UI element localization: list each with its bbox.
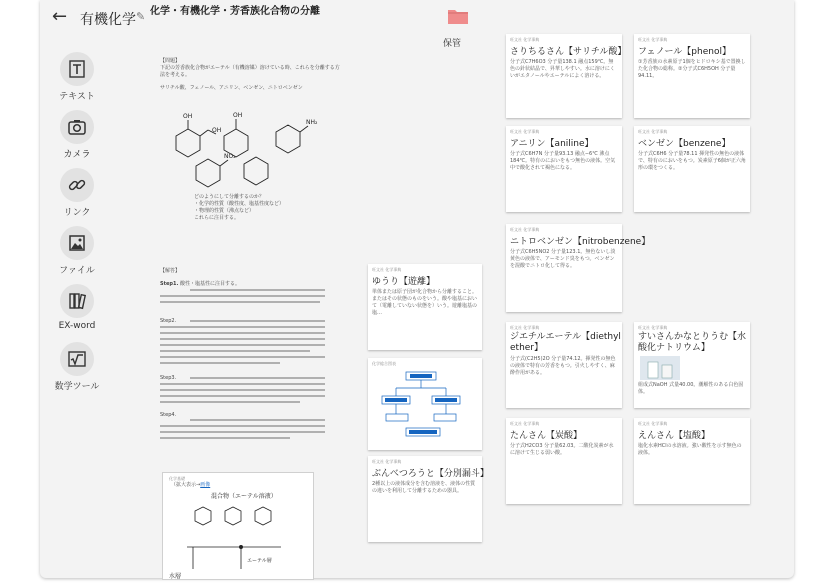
- camera-icon: [60, 110, 94, 144]
- dict-card-body: 分子式C6H5NO2 分子量123.1。無色ないし淡黄色の液体で、アーモンド臭をもつ。ベンゼンを混酸でニトロ化して得る。: [510, 249, 616, 269]
- ex-word-label: EX-word: [58, 321, 96, 331]
- dict-card-source: 旺文社 化学事典: [510, 129, 540, 134]
- dict-card-title: たんさん【炭酸】: [510, 431, 583, 441]
- dict-card-nitrobenzene[interactable]: [506, 224, 651, 312]
- dict-card-body: 分子式(C2H5)2O 分子量74.12。揮発性の無色の液体で特有の芳香をもつ。引火しやすく、麻酔作用がある。: [510, 356, 616, 376]
- dict-card-title: ジエチルエーテル【diethyl ether】: [510, 332, 621, 353]
- dict-card-source: 旺文社 化学事典: [638, 37, 668, 42]
- dict-card-body: 2種以上の液体成分を含む溶液を、液体の性質の違いを利用して分離するための器具。: [372, 481, 476, 494]
- dict-card-title: ニトロベンゼン【nitrobenzene】: [510, 237, 651, 247]
- dict-card-title: ぶんべつろうと【分別漏斗】: [372, 469, 489, 479]
- problem-text: 下記の芳香族化合物がエーテル（有機溶媒）溶けている時、これらを分離する方法を考える。: [160, 65, 340, 78]
- problem-heading: 【問題】: [160, 58, 181, 64]
- note-title: 化学・有機化学・芳香族化合物の分離: [150, 6, 320, 17]
- question-block: [194, 194, 394, 222]
- text-tool-icon: [60, 52, 94, 86]
- answer-text-lines: [160, 284, 330, 454]
- dict-card-body: ①芳香族の水素原子1個をヒドロキシ基で置換した化合物の総称。②分子式C6H5OH 分子量94.11。: [638, 59, 746, 79]
- bullet-2: ・物理的性質（沸点など）: [194, 208, 255, 214]
- math-tool-button[interactable]: [48, 342, 106, 392]
- dict-card-bunbetsu[interactable]: [368, 456, 489, 542]
- dict-card-body: 分子式C7H6O3 分子量138.1 融点159℃。無色の針状結晶で、昇華しやすい。水に溶けにくいがエタノールやエーテルによく溶ける。: [510, 59, 615, 79]
- dict-card-body: 単体または原子団が化合物から分離すること。またはその状態のものをいう。酸や塩基において（電離していない状態を）いう。遊離塩基の塩…: [372, 289, 478, 316]
- file-label: ファイル: [59, 266, 95, 276]
- step1-text: 酸性・塩基性に注目する。: [179, 281, 240, 287]
- link-caption: [171, 482, 313, 489]
- math-sqrt-icon: [60, 342, 94, 376]
- dict-card-diethyl-ether[interactable]: [506, 322, 622, 408]
- dict-card-naoh[interactable]: [634, 322, 750, 408]
- step3-label: Step3.: [160, 375, 177, 381]
- diagram-card[interactable]: [368, 358, 482, 450]
- folder-icon[interactable]: [448, 8, 468, 24]
- svg-text:OH: OH: [233, 112, 243, 119]
- flow-source: 化学基礎: [169, 476, 185, 481]
- dict-card-source: 旺文社 化学事典: [510, 325, 540, 330]
- pencil-icon[interactable]: ✎: [136, 10, 146, 23]
- dict-card-source: 旺文社 化学事典: [372, 267, 402, 272]
- handwritten-structures: [156, 106, 326, 192]
- dict-card-title: えんさん【塩酸】: [638, 431, 711, 441]
- step4-label: Step4.: [160, 412, 177, 418]
- step1-label: Step1.: [160, 281, 179, 287]
- dict-card-carbonic-acid[interactable]: [506, 418, 622, 504]
- file-image-icon: [60, 226, 94, 260]
- dict-card-yuuri[interactable]: [368, 264, 482, 350]
- svg-text:OH: OH: [212, 127, 222, 134]
- file-button[interactable]: [48, 226, 106, 276]
- dict-card-title: ベンゼン【benzene】: [638, 139, 731, 149]
- save-folder-label[interactable]: 保管: [443, 39, 462, 49]
- dict-card-benzene[interactable]: [634, 126, 750, 212]
- link-label: リンク: [63, 208, 91, 218]
- bullet-1: ・化学的性質（酸性度、塩基性度など）: [194, 201, 285, 207]
- dict-card-body: 分子式C6H6 分子量78.11 揮発性の無色の液体で、特有のにおいをもつ。炭素原子6個が正六角形の環をつくる。: [638, 151, 746, 171]
- link-icon: [60, 168, 94, 202]
- math-tool-label: 数学ツール: [54, 382, 100, 392]
- image-link[interactable]: 画像: [200, 482, 211, 488]
- dict-card-phenol[interactable]: [634, 34, 750, 118]
- question-text: どのようにして分離するのか？: [194, 194, 265, 200]
- svg-text:NH₂: NH₂: [306, 119, 318, 126]
- camera-button[interactable]: [48, 110, 106, 160]
- separation-diagram-thumbnail: [376, 370, 474, 442]
- link-button[interactable]: [48, 168, 106, 218]
- problem-block: [160, 58, 340, 92]
- dict-card-title: すいさんかなとりうむ【水酸化ナトリウム】: [638, 332, 747, 353]
- notebook-title[interactable]: 有機化学: [80, 12, 136, 28]
- dict-card-body: 組成式NaOH 式量40.00。潮解性のある白色固体。: [638, 382, 744, 395]
- diagram-source: 化学総合図表: [372, 361, 396, 366]
- dict-card-salicylic[interactable]: [506, 34, 627, 118]
- answer-heading: 【解答】: [160, 268, 181, 274]
- dict-card-source: 旺文社 化学事典: [372, 459, 402, 464]
- text-tool-button[interactable]: [48, 52, 106, 102]
- dict-card-aniline[interactable]: [506, 126, 622, 212]
- svg-text:OH: OH: [183, 113, 193, 120]
- flow-structures: [181, 499, 291, 575]
- water-layer-label: 水層: [169, 573, 182, 580]
- dict-card-source: 旺文社 化学事典: [510, 37, 540, 42]
- dict-card-body: 分子式C6H7N 分子量93.13 融点−6℃ 沸点184℃。特有のにおいをもつ無色の液体。空気中で酸化されて褐色になる。: [510, 151, 616, 171]
- mixture-label: 混合物（エーテル溶液）: [211, 493, 277, 500]
- bullet-3: これらに注目する。: [194, 215, 240, 221]
- ether-layer-label: エーテル層: [247, 558, 272, 564]
- dict-card-source: 旺文社 化学事典: [638, 129, 668, 134]
- dict-card-hydrochloric-acid[interactable]: [634, 418, 750, 504]
- dict-card-title: アニリン【aniline】: [510, 139, 594, 149]
- ex-word-button[interactable]: [48, 284, 106, 331]
- camera-label: カメラ: [63, 150, 91, 160]
- dict-card-source: 旺文社 化学事典: [638, 421, 668, 426]
- step2-label: Step2.: [160, 318, 177, 324]
- dict-card-source: 旺文社 化学事典: [510, 227, 540, 232]
- compound-list: サリチル酸、フェノール、アニリン、ベンゼン、ニトロベンゼン: [160, 85, 303, 91]
- note-window: [40, 0, 794, 578]
- reagent-bottle-image: [640, 356, 680, 380]
- dictionary-books-icon: [60, 284, 94, 318]
- text-tool-label: テキスト: [59, 92, 95, 102]
- link-label: （拡大表示→: [171, 482, 201, 488]
- dict-card-body: 塩化水素HClの水溶液。強い酸性を示す無色の液体。: [638, 443, 742, 456]
- dict-card-body: 分子式H2CO3 分子量62.03。二酸化炭素が水に溶けて生じる弱い酸。: [510, 443, 614, 456]
- dict-card-source: 旺文社 化学事典: [510, 421, 540, 426]
- dict-card-title: さりちるさん【サリチル酸】: [510, 47, 627, 57]
- flow-diagram-image[interactable]: [162, 472, 314, 580]
- dict-card-source: 旺文社 化学事典: [638, 325, 668, 330]
- back-arrow-icon[interactable]: ←: [52, 6, 68, 27]
- svg-text:NO₂: NO₂: [224, 153, 236, 160]
- dict-card-title: フェノール【phenol】: [638, 47, 731, 57]
- dict-card-title: ゆうり【遊離】: [372, 277, 436, 287]
